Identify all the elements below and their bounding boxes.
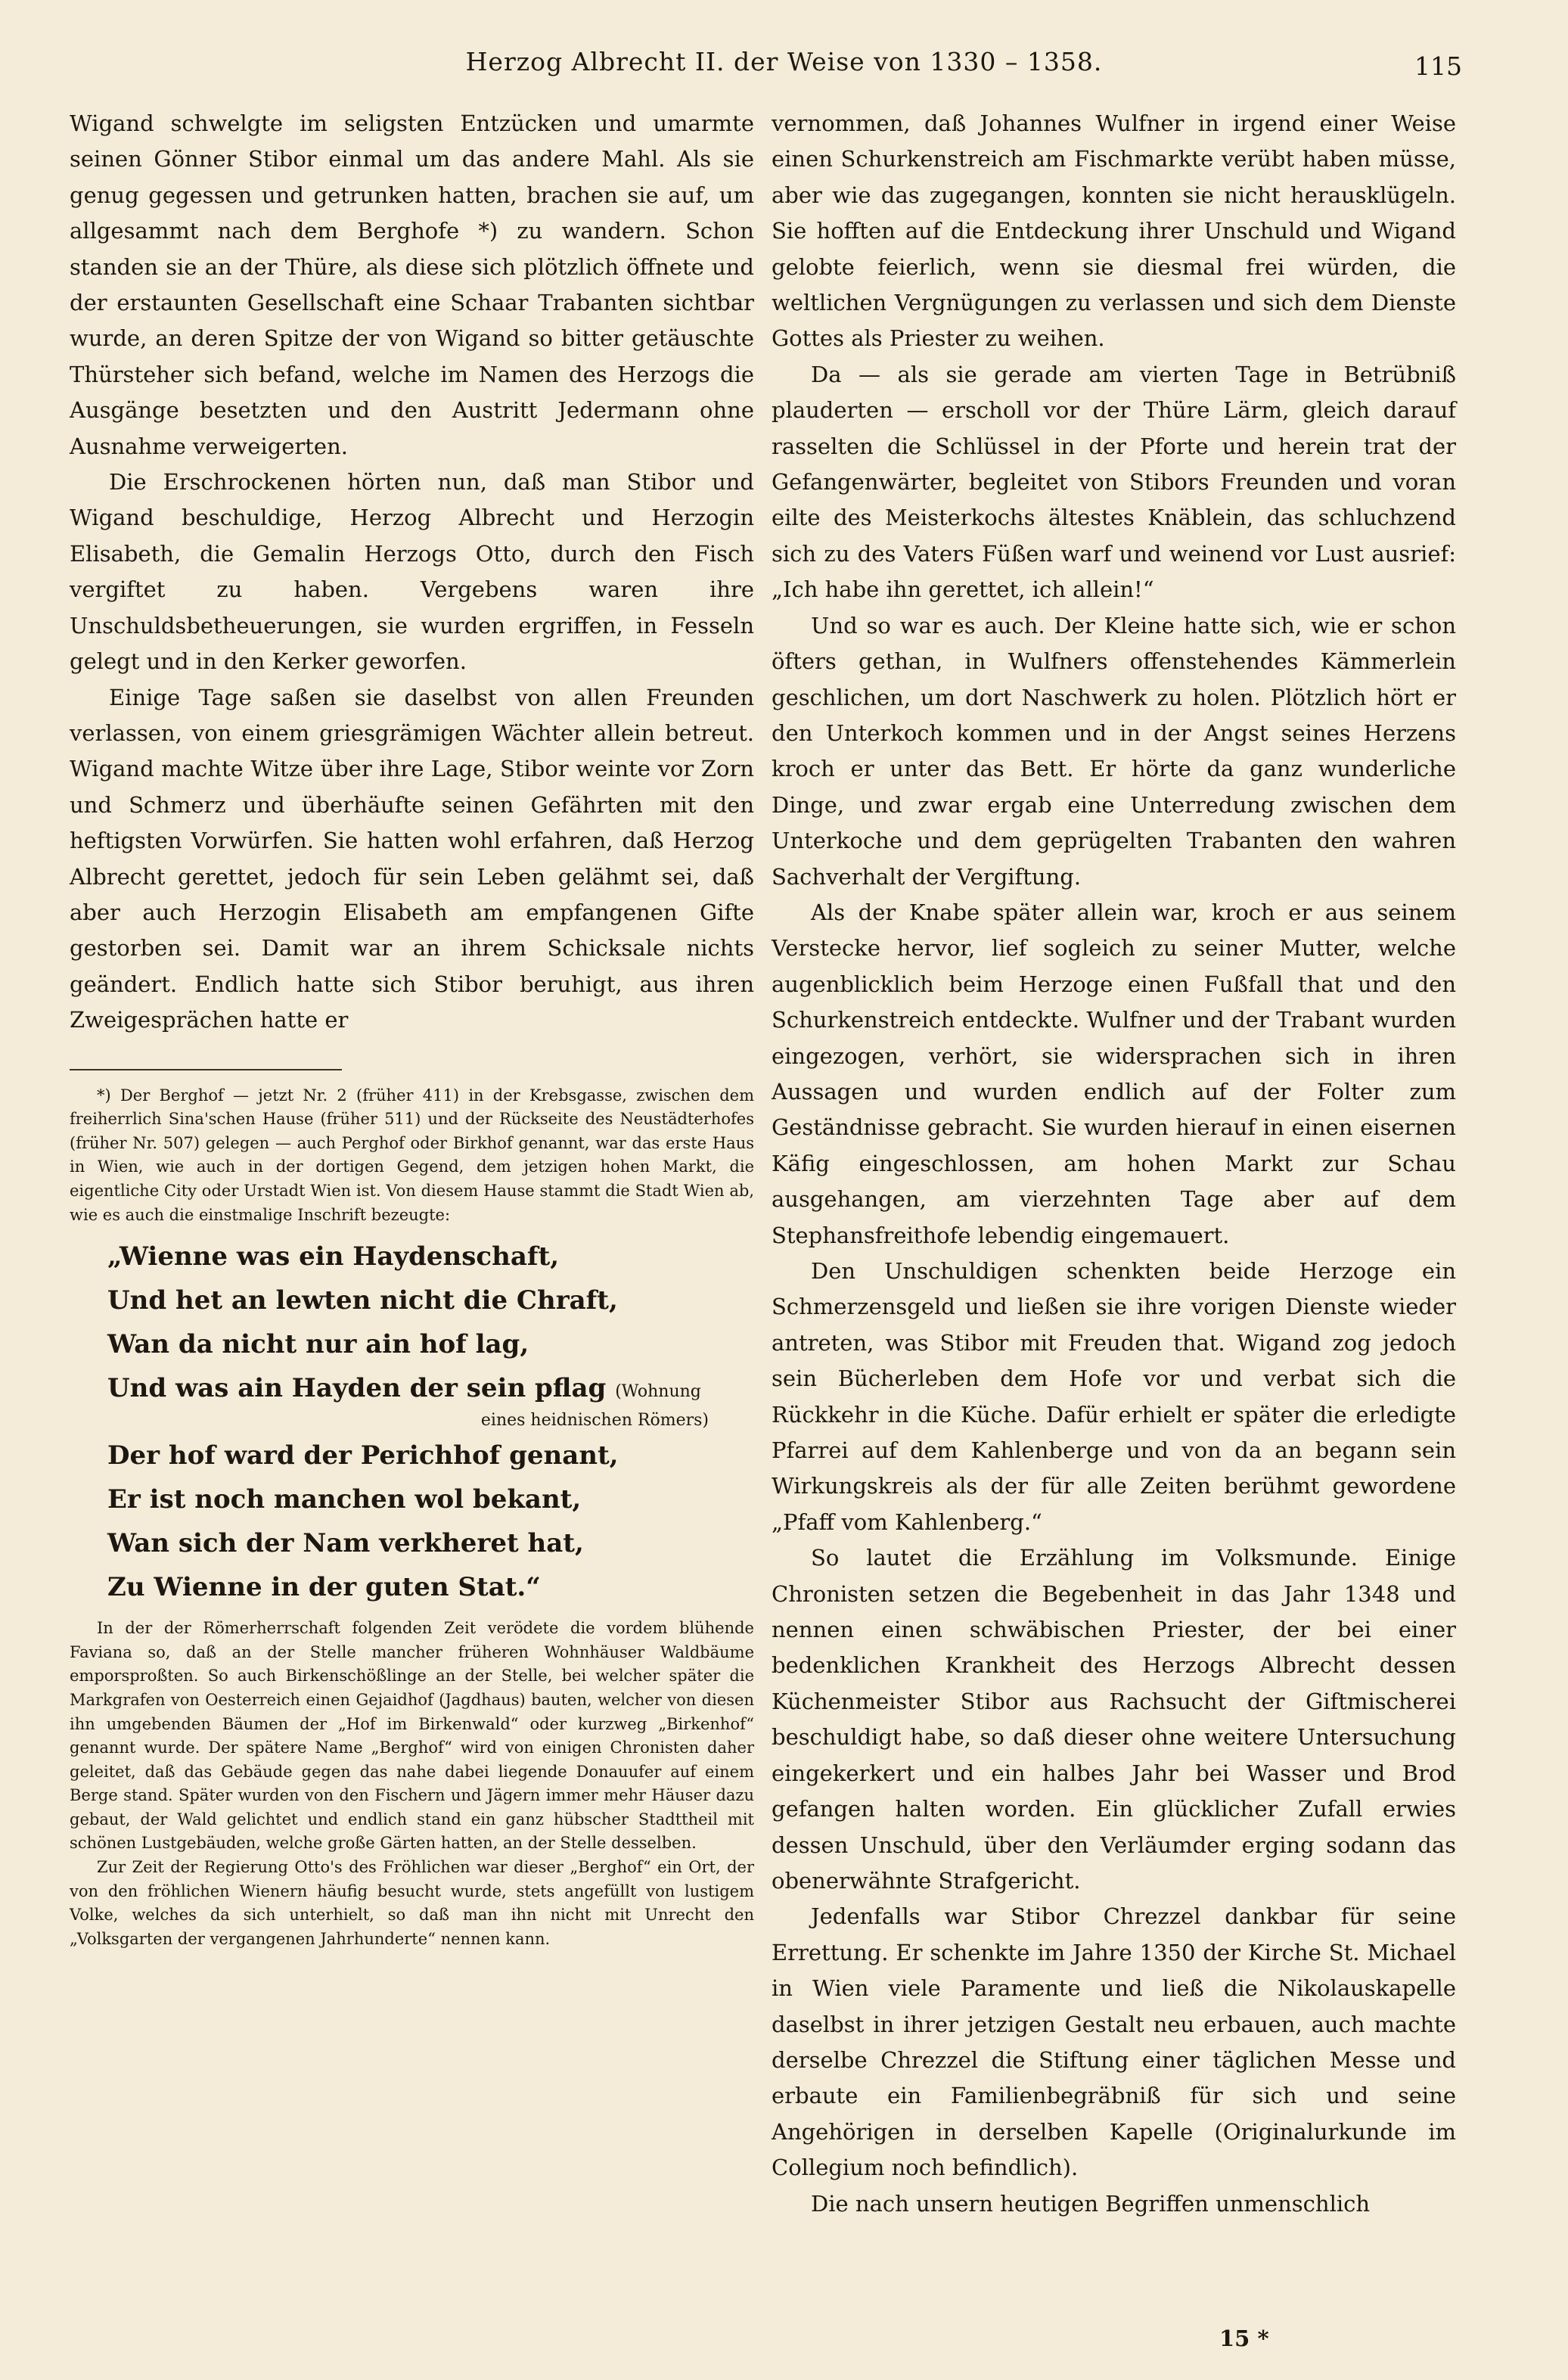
inscription-verse: Und het an lewten nicht die Chraft, [107, 1285, 618, 1316]
inscription-verse: Zu Wienne in der guten Stat.“ [107, 1572, 541, 1603]
footnote-paragraph: In der der Römerherrschaft folgenden Zeit verödete die vordem blühende Faviana so, daß an der Stelle mancher früheren Wohnhäuser Waldbäume emporsproßten. So auch Birkenschößlinge an der Stelle, bei welcher später die Markgrafen von Oesterreich einen Gejaidhof (Jagdhaus) bauten, welcher von diesen ihn umgebenden Bäumen der „Hof im Birkenwald“ oder kurzweg „Birkenhof“ genannt wurde. Der spätere Name „Berghof“ wird von einigen Chronisten daher geleitet, daß das Gebäude gegen das nahe dabei liegende Donauufer auf einem Berge stand. Später wurden von den Fischern und Jägern immer mehr Häuser dazu gebaut, der Wald gelichtet und endlich stand ein ganz hübscher Stadttheil mit schönen Lustgebäuden, welche große Gärten hatten, an der Stelle desselben. [70, 1619, 754, 1853]
paragraph: Einige Tage saßen sie daselbst von allen Freunden verlassen, von einem griesgrämigen Wächter allein betreut. Wigand machte Witze über ihre Lage, Stibor weinte vor Zorn und Schmerz und überhäufte seinen Gefährten mit den heftigsten Vorwürfen. Sie hatten wohl erfahren, daß Herzog Albrecht gerettet, jedoch für sein Leben gelähmt sei, daß aber auch Herzogin Elisabeth am empfangenen Gifte gestorben sei. Damit war an ihrem Schicksale nichts geändert. Endlich hatte sich Stibor beruhigt, aus ihren Zweigesprächen hatte er [70, 684, 754, 1033]
inscription-gloss: (Wohnung [615, 1382, 701, 1402]
paragraph: Den Unschuldigen schenkten beide Herzoge ein Schmerzensgeld und ließen sie ihre vorigen Dienste wieder antreten, was Stibor mit Freuden that. Wigand zog jedoch sein Bücherleben dem Hofe vor und verbat sich die Rückkehr in die Küche. Dafür erhielt er später die erledigte Pfarrei auf dem Kahlenberge und von da an begann sein Wirkungskreis als der für alle Zeiten berühmt gewordene „Pfaff vom Kahlenberg.“ [772, 1258, 1456, 1535]
paragraph: Wigand schwelgte im seligsten Entzücken und umarmte seinen Gönner Stibor einmal um das andere Mahl. Als sie genug gegessen und getrunken hatten, brachen sie auf, um allgesammt nach dem Berghofe *) zu wandern. Schon standen sie an der Thüre, als diese sich plötzlich öffnete und der erstaunten Gesellschaft eine Schaar Trabanten sichtbar wurde, an deren Spitze der von Wigand so bitter getäuschte Thürsteher sich befand, welche im Namen des Herzogs die Ausgänge besetzten und den Austritt Jedermann ohne Ausnahme verweigerten. [70, 110, 754, 459]
inscription [107, 1235, 754, 1609]
paragraph: Die Erschrockenen hörten nun, daß man Stibor und Wigand beschuldige, Herzog Albrecht und Herzogin Elisabeth, die Gemalin Herzogs Otto, durch den Fisch vergiftet zu haben. Vergebens waren ihre Unschuldsbetheuerungen, sie wurden ergriffen, in Fesseln gelegt und in den Kerker geworfen. [70, 469, 754, 675]
inscription-gloss: eines heidnischen Römers) [480, 1411, 709, 1431]
page-number: 115 [1414, 51, 1462, 81]
inscription-verse-text: Und was ain Hayden der sein pflag [107, 1373, 607, 1404]
right-column [772, 106, 1456, 2222]
paragraph: Die nach unsern heutigen Begriffen unmenschlich [811, 2190, 1371, 2217]
inscription-verse: Der hof ward der Perichhof genant, [107, 1440, 619, 1471]
inscription-verse: Er ist noch manchen wol bekant, [107, 1484, 582, 1515]
paragraph: Da — als sie gerade am vierten Tage in Betrübniß plauderten — erscholl vor der Thüre Lärm, gleich darauf rasselten die Schlüssel in der Pforte und herein trat der Gefangenwärter, begleitet von Stibors Freunden und voran eilte des Meisterkochs ältestes Knäblein, das schluchzend sich zu des Vaters Füßen warf und weinend vor Lust ausrief: „Ich habe ihn gerettet, ich allein!“ [772, 361, 1456, 603]
signature-mark: 15 * [1219, 2326, 1269, 2351]
footnote-rule [70, 1069, 342, 1070]
paragraph: Als der Knabe später allein war, kroch er aus seinem Verstecke hervor, lief sogleich zu seiner Mutter, welche augenblicklich beim Herzoge einen Fußfall that und den Schurkenstreich entdeckte. Wulfner und der Trabant wurden eingezogen, verhört, sie widersprachen sich in ihren Aussagen und wurden endlich auf der Folter zum Geständnisse gebracht. Sie wurden hierauf in einen eisernen Käfig eingeschlossen, am hohen Markt zur Schau ausgehangen, am vierzehnten Tage aber auf dem Stephansfreithofe lebendig eingemauert. [772, 899, 1456, 1248]
inscription-verse: Wan da nicht nur ain hof lag, [107, 1329, 529, 1360]
inscription-verse: „Wienne was ein Haydenschaft, [107, 1241, 560, 1272]
inscription-verse: Wan sich der Nam verkheret hat, [107, 1528, 584, 1559]
paragraph: Jedenfalls war Stibor Chrezzel dankbar für seine Errettung. Er schenkte im Jahre 1350 der Kirche St. Michael in Wien viele Paramente und ließ die Nikolauskapelle daselbst in ihrer jetzigen Gestalt neu erbauen, auch machte derselbe Chrezzel die Stiftung einer täglichen Messe und erbaute ein Familienbegräbniß für sich und seine Angehörigen in derselben Kapelle (Originalurkunde im Collegium noch befindlich). [772, 1903, 1456, 2181]
footnote-paragraph: Zur Zeit der Regierung Otto's des Fröhlichen war dieser „Berghof“ ein Ort, der von den fröhlichen Wienern häufig besucht wurde, stets angefüllt von lustigem Volke, welches da sich unterhielt, so daß man ihn nicht mit Unrecht den „Volksgarten der vergangenen Jahrhunderte“ nennen kann. [70, 1858, 754, 1948]
paragraph: So lautet die Erzählung im Volksmunde. Einige Chronisten setzen die Begebenheit in das Jahr 1348 und nennen einen schwäbischen Priester, der bei einer bedenklichen Krankheit des Herzogs Albrecht dessen Küchenmeister Stibor aus Rachsucht der Giftmischerei beschuldigt habe, so daß dieser ohne weitere Untersuchung eingekerkert und ein halbes Jahr bei Wasser und Brod gefangen halten worden. Ein glücklicher Zufall erwies dessen Unschuld, über den Verläumder erging sodann das obenerwähnte Strafgericht. [772, 1545, 1456, 1894]
paragraph: vernommen, daß Johannes Wulfner in irgend einer Weise einen Schurkenstreich am Fischmarkte verübt haben müsse, aber wie das zugegangen, konnten sie nicht herausklügeln. Sie hofften auf die Entdeckung ihrer Unschuld und Wigand gelobte feierlich, wenn sie diesmal frei würden, die weltlichen Vergnügungen zu verlassen und sich dem Dienste Gottes als Priester zu weihen. [772, 110, 1456, 352]
running-title: Herzog Albrecht II. der Weise von 1330 – 1358. [465, 47, 1103, 76]
inscription-verse [107, 1366, 754, 1414]
left-column [70, 106, 754, 1951]
page-header [0, 47, 1568, 92]
paragraph: Und so war es auch. Der Kleine hatte sich, wie er schon öfters gethan, in Wulfners offenstehendes Kämmerlein geschlichen, um dort Naschwerk zu holen. Plötzlich hört er den Unterkoch kommen und in der Angst seines Herzens kroch er unter das Bett. Er hörte da ganz wunderliche Dinge, und zwar ergab eine Unterredung zwischen dem Unterkoche und dem geprügelten Trabanten den wahren Sachverhalt der Vergiftung. [772, 612, 1456, 890]
footnote-paragraph: *) Der Berghof — jetzt Nr. 2 (früher 411) in der Krebsgasse, zwischen dem freiherrlich Sina'schen Hause (früher 511) und der Rückseite des Neustädterhofes (früher Nr. 507) gelegen — auch Perghof oder Birkhof genannt, war das erste Haus in Wien, wie auch in der dortigen Gegend, dem jetzigen hohen Markt, die eigentliche City oder Urstadt Wien ist. Von diesem Hause stammt die Stadt Wien ab, wie es auch die einstmalige Inschrift bezeugte: [70, 1086, 754, 1224]
